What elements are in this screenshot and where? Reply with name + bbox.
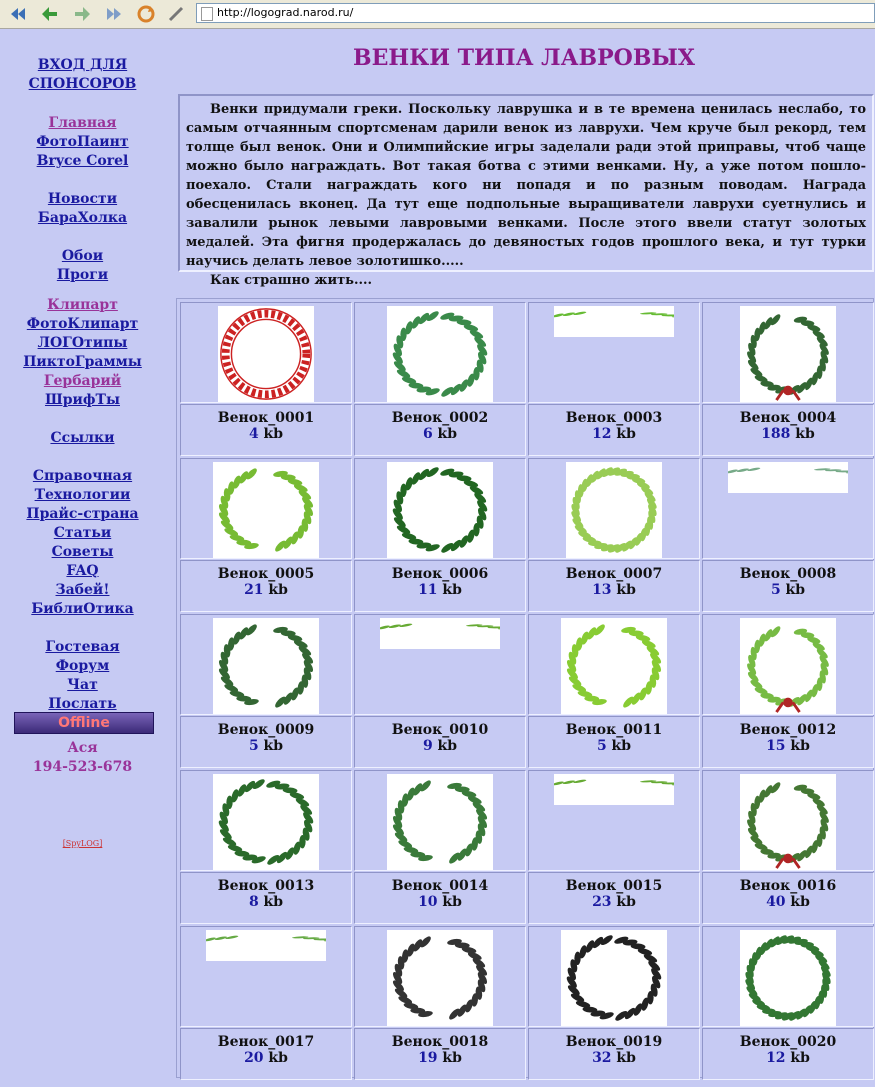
wreath-size-value[interactable]: 32 — [592, 1050, 612, 1066]
wreath-size — [355, 1050, 525, 1066]
icq-label: Ася — [67, 740, 98, 756]
wreath-size-unit: kb — [437, 582, 462, 598]
wreath-thumbnail-cell — [180, 302, 352, 403]
wreath-name: Венок_0004 — [739, 410, 837, 426]
page-icon — [201, 7, 213, 21]
wreath-size-value[interactable]: 4 — [248, 426, 259, 442]
wreath-name: Венок_0006 — [391, 566, 489, 582]
wreath-size — [703, 426, 873, 442]
wreath-thumbnail-cell — [528, 926, 700, 1027]
sidebar-link-11[interactable]: ПиктоГраммы — [23, 354, 142, 370]
wreath-thumbnail-cell — [528, 458, 700, 559]
wreath-caption — [702, 560, 874, 612]
wreath-size — [703, 582, 873, 598]
wreath-size-unit: kb — [780, 582, 806, 598]
wreath-size-value[interactable]: 21 — [244, 582, 264, 598]
wreath-thumbnail-cell — [528, 302, 700, 403]
wreath-size-unit: kb — [432, 426, 458, 442]
wreath-size — [181, 894, 351, 910]
wreath-name: Венок_0001 — [217, 410, 315, 426]
wreath-name: Венок_0010 — [391, 722, 489, 738]
wreath-caption — [702, 404, 874, 456]
wreath-size-unit: kb — [263, 1050, 288, 1066]
wreath-thumbnail-cell — [180, 926, 352, 1027]
sidebar-link-14[interactable]: Ссылки — [50, 430, 115, 446]
intro-paragraph: Венки придумали греки. Поскольку лаврушка и в те времена ценилась неслабо, то самым отчаянным спортсменам дарили венок из лаврухи. Чем круче был рекорд, тем толще был венок. Они и Олимпийские игры заделали ради этой приправы, чтоб чаще можно было награждать. Вот такая ботва с этими венками. Ну, а уже потом пошло-поехало. Стали награждать кого ни попадя и по разным поводам. Награда обесценилась вконец. Да тут еще подпольные выращиватели лаврухи суетнулись и завалили рынок левыми лавровыми венками. После этого ввели статут золотых медалей. Эта фигня продержалась до девяностых годов прошлого века, и тут турки научись делать левое золотишко..... — [186, 102, 866, 269]
wreath-size-value[interactable]: 5 — [596, 738, 607, 754]
wreath-image[interactable] — [561, 618, 667, 714]
wreath-image[interactable] — [566, 462, 662, 558]
wreath-thumbnail-cell — [354, 770, 526, 871]
wreath-size-unit: kb — [437, 1050, 462, 1066]
wreath-name: Венок_0016 — [739, 878, 837, 894]
reload-icon[interactable] — [136, 4, 156, 24]
wreath-name: Венок_0018 — [391, 1034, 489, 1050]
wreath-caption — [702, 716, 874, 768]
wreath-name: Венок_0011 — [565, 722, 663, 738]
wreath-image[interactable] — [561, 930, 667, 1026]
wreath-size — [355, 426, 525, 442]
wreath-size-unit: kb — [785, 1050, 810, 1066]
wreath-size-value[interactable]: 15 — [766, 738, 786, 754]
sidebar — [0, 29, 165, 1087]
wreath-size-unit: kb — [611, 426, 636, 442]
wreath-image[interactable] — [387, 774, 493, 870]
wreath-caption — [528, 404, 700, 456]
wreath-name: Венок_0009 — [217, 722, 315, 738]
wreath-size-unit: kb — [263, 582, 288, 598]
wreath-size — [181, 582, 351, 598]
sidebar-link-3[interactable]: Bryce Corel — [36, 153, 129, 169]
wreath-caption — [528, 560, 700, 612]
wreath-size — [703, 1050, 873, 1066]
wreath-caption — [180, 560, 352, 612]
wreath-grid — [176, 298, 874, 1078]
wreath-size — [181, 426, 351, 442]
wreath-thumbnail-cell — [702, 926, 874, 1027]
address-bar[interactable] — [196, 3, 875, 23]
wreath-caption — [354, 560, 526, 612]
wreath-size — [355, 894, 525, 910]
sidebar-link-23[interactable]: Гостевая — [45, 639, 120, 655]
url-text: http://logograd.narod.ru/ — [217, 6, 354, 19]
wreath-size-unit: kb — [606, 738, 632, 754]
sidebar-link-12[interactable]: Гербарий — [43, 373, 122, 389]
fast-forward-icon[interactable] — [104, 4, 124, 24]
sidebar-link-26[interactable]: Послать — [48, 696, 117, 712]
wreath-size-unit: kb — [258, 426, 284, 442]
wreath-name: Венок_0003 — [565, 410, 663, 426]
wreath-thumbnail-cell — [702, 614, 874, 715]
wreath-caption — [702, 1028, 874, 1080]
wreath-size-unit: kb — [258, 738, 284, 754]
sidebar-link-9[interactable]: ФотоКлипарт — [26, 316, 139, 332]
wreath-caption — [354, 716, 526, 768]
wreath-thumbnail-cell — [528, 614, 700, 715]
wreath-size-unit: kb — [258, 894, 284, 910]
wreath-thumbnail-cell — [180, 458, 352, 559]
wreath-name: Венок_0015 — [565, 878, 663, 894]
wreath-image[interactable] — [380, 618, 500, 649]
wreath-caption — [354, 1028, 526, 1080]
status-badge[interactable]: Offline — [14, 712, 154, 734]
sponsors-link-line2[interactable]: СПОНСОРОВ — [28, 76, 137, 92]
wreath-thumbnail-cell — [528, 770, 700, 871]
wreath-caption — [180, 872, 352, 924]
wreath-size-unit: kb — [611, 894, 636, 910]
wreath-name: Венок_0007 — [565, 566, 663, 582]
wreath-size-unit: kb — [611, 582, 636, 598]
sidebar-link-25[interactable]: Чат — [67, 677, 98, 693]
wreath-name: Венок_0020 — [739, 1034, 837, 1050]
wreath-name: Венок_0012 — [739, 722, 837, 738]
sidebar-link-22[interactable]: БиблиОтика — [31, 601, 134, 617]
wreath-image[interactable] — [554, 774, 674, 805]
wreath-size — [703, 738, 873, 754]
back-icon[interactable] — [40, 4, 60, 24]
sidebar-link-4[interactable]: Новости — [47, 191, 118, 207]
wreath-caption — [702, 872, 874, 924]
wreath-thumbnail-cell — [702, 302, 874, 403]
wreath-name: Венок_0014 — [391, 878, 489, 894]
sidebar-link-21[interactable]: Забей! — [55, 582, 110, 598]
wreath-image[interactable] — [740, 930, 836, 1026]
wreath-thumbnail-cell — [180, 614, 352, 715]
intro-last-line: Как страшно жить.... — [210, 273, 373, 288]
wreath-size-value[interactable]: 9 — [422, 738, 433, 754]
wreath-size-unit: kb — [785, 894, 810, 910]
wreath-image[interactable] — [387, 462, 493, 558]
sidebar-link-24[interactable]: Форум — [55, 658, 110, 674]
browser-toolbar — [0, 0, 875, 29]
wreath-name: Венок_0013 — [217, 878, 315, 894]
wreath-size-value[interactable]: 11 — [418, 582, 438, 598]
wreath-caption — [354, 404, 526, 456]
wreath-thumbnail-cell — [180, 770, 352, 871]
wreath-size-value[interactable]: 12 — [766, 1050, 786, 1066]
wreath-image[interactable] — [728, 462, 848, 493]
wreath-thumbnail-cell — [702, 458, 874, 559]
wreath-image[interactable] — [740, 618, 836, 714]
wreath-name: Венок_0019 — [565, 1034, 663, 1050]
rewind-icon[interactable] — [8, 4, 28, 24]
wreath-image[interactable] — [213, 462, 319, 558]
wreath-caption — [528, 1028, 700, 1080]
wreath-thumbnail-cell — [354, 458, 526, 559]
wreath-name: Венок_0017 — [217, 1034, 315, 1050]
wreath-caption — [528, 716, 700, 768]
wreath-size — [181, 738, 351, 754]
sidebar-link-1[interactable]: Главная — [48, 115, 117, 131]
wreath-name: Венок_0008 — [739, 566, 837, 582]
wreath-thumbnail-cell — [702, 770, 874, 871]
wreath-size — [529, 426, 699, 442]
sidebar-link-15[interactable]: Справочная — [32, 468, 133, 484]
wreath-size — [529, 738, 699, 754]
wreath-size-unit: kb — [785, 738, 810, 754]
wreath-caption — [180, 716, 352, 768]
wreath-thumbnail-cell — [354, 302, 526, 403]
wreath-size-value[interactable]: 10 — [418, 894, 438, 910]
wreath-size — [529, 582, 699, 598]
wreath-size-value[interactable]: 23 — [592, 894, 612, 910]
wreath-size-value[interactable]: 5 — [770, 582, 781, 598]
sidebar-link-7[interactable]: Проги — [56, 267, 109, 283]
wreath-size — [355, 738, 525, 754]
wreath-size-value[interactable]: 12 — [592, 426, 612, 442]
page — [0, 29, 875, 1087]
intro-text-box — [178, 94, 874, 288]
wreath-size-value[interactable]: 5 — [248, 738, 259, 754]
wreath-caption — [528, 872, 700, 924]
wreath-size — [529, 1050, 699, 1066]
wreath-image[interactable] — [213, 774, 319, 870]
icq-number: 194-523-678 — [32, 759, 133, 775]
wreath-thumbnail-cell — [354, 614, 526, 715]
wreath-caption — [354, 872, 526, 924]
wreath-thumbnail-cell — [354, 926, 526, 1027]
wreath-image[interactable] — [740, 774, 836, 870]
counter-link[interactable]: [SpyLOG] — [62, 839, 103, 848]
wreath-size-value[interactable]: 40 — [766, 894, 786, 910]
wreath-name: Венок_0002 — [391, 410, 489, 426]
wreath-size-value[interactable]: 8 — [248, 894, 259, 910]
wreath-size-value[interactable]: 188 — [761, 426, 791, 442]
forward-icon[interactable] — [72, 4, 92, 24]
wreath-image[interactable] — [387, 306, 493, 402]
sidebar-link-13[interactable]: ШрифТы — [44, 392, 120, 408]
wreath-image[interactable] — [206, 930, 326, 961]
sponsors-link-line1[interactable]: ВХОД ДЛЯ — [37, 57, 128, 73]
wreath-size-unit: kb — [611, 1050, 636, 1066]
wreath-image[interactable] — [740, 306, 836, 402]
wreath-size-unit: kb — [432, 738, 458, 754]
sidebar-link-19[interactable]: Советы — [51, 544, 114, 560]
wreath-size — [703, 894, 873, 910]
sidebar-link-5[interactable]: БараХолка — [37, 210, 128, 226]
wreath-image[interactable] — [213, 618, 319, 714]
sidebar-link-18[interactable]: Статьи — [53, 525, 112, 541]
wreath-name: Венок_0005 — [217, 566, 315, 582]
wreath-size-unit: kb — [790, 426, 815, 442]
wreath-size — [529, 894, 699, 910]
wreath-size-unit: kb — [437, 894, 462, 910]
sidebar-link-17[interactable]: Прайс-страна — [26, 506, 139, 522]
sidebar-link-20[interactable]: FAQ — [66, 563, 99, 579]
wreath-image[interactable] — [387, 930, 493, 1026]
wreath-image[interactable] — [218, 306, 314, 402]
edit-icon[interactable] — [166, 4, 186, 24]
sidebar-link-2[interactable]: ФотоПаинт — [36, 134, 129, 150]
sidebar-link-16[interactable]: Технологии — [34, 487, 131, 503]
wreath-image[interactable] — [554, 306, 674, 337]
sidebar-link-6[interactable]: Обои — [61, 248, 104, 264]
sidebar-link-8[interactable]: Клипарт — [47, 297, 118, 313]
page-title: ВЕНКИ ТИПА ЛАВРОВЫХ — [353, 45, 695, 71]
wreath-size-value[interactable]: 6 — [422, 426, 433, 442]
sidebar-link-10[interactable]: ЛОГОтипы — [37, 335, 128, 351]
wreath-size-value[interactable]: 13 — [592, 582, 612, 598]
wreath-size-value[interactable]: 20 — [244, 1050, 264, 1066]
wreath-size — [355, 582, 525, 598]
wreath-size-value[interactable]: 19 — [418, 1050, 438, 1066]
wreath-caption — [180, 404, 352, 456]
wreath-caption — [180, 1028, 352, 1080]
wreath-size — [181, 1050, 351, 1066]
